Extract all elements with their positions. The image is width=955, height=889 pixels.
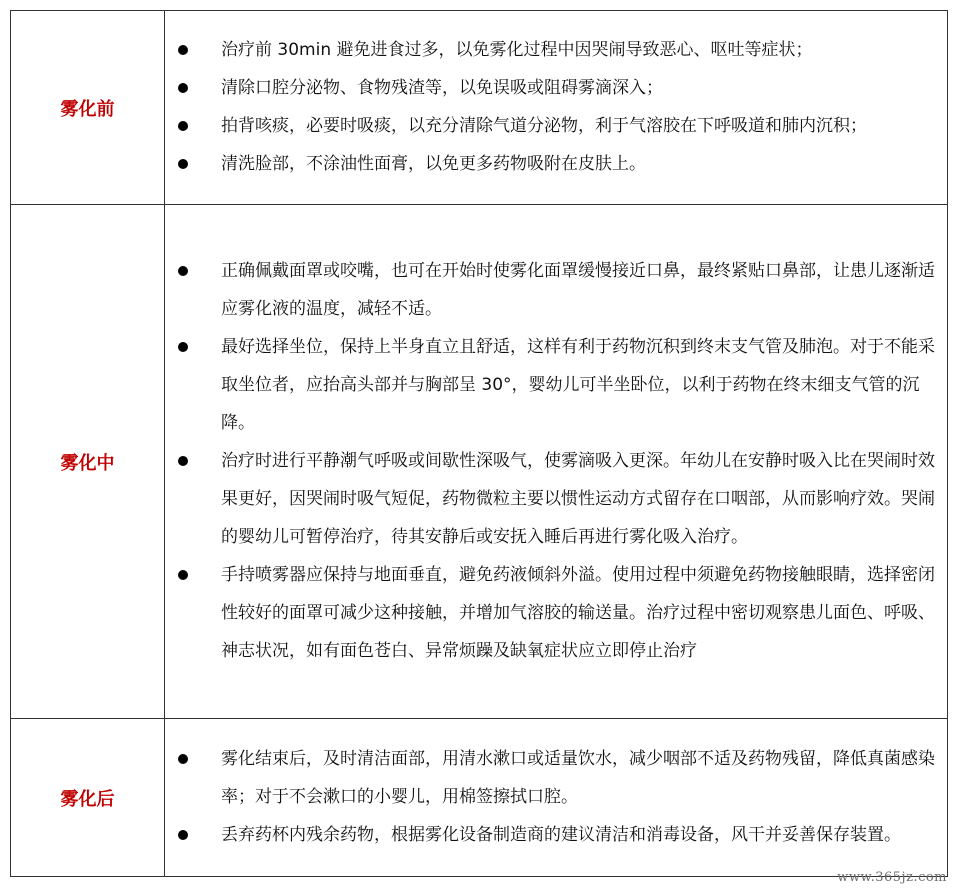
list-item: [165, 31, 937, 69]
stage-label: 雾化中: [60, 452, 115, 474]
stage-label: 雾化前: [60, 98, 115, 120]
nebulization-care-table: [10, 10, 948, 877]
bullet-icon: [178, 159, 188, 169]
content-cell: [165, 719, 948, 877]
bullet-list: [165, 252, 937, 670]
list-item-text: 治疗时进行平静潮气呼吸或间歇性深吸气，使雾滴吸入更深。年幼儿在安静时吸入比在哭闹时效果更好，因哭闹时吸气短促，药物微粒主要以惯性运动方式留存在口咽部，从而影响疗效。哭闹的婴幼儿可暂停治疗，待其安静后或安抚入睡后再进行雾化吸入治疗。: [221, 450, 935, 547]
bullet-icon: [178, 456, 188, 466]
list-item-text: 丢弃药杯内残余药物，根据雾化设备制造商的建议清洁和消毒设备，风干并妥善保存装置。: [221, 824, 901, 845]
stage-cell: [11, 11, 165, 205]
content-cell: [165, 205, 948, 719]
stage-label: 雾化后: [60, 788, 115, 810]
list-item-text: 雾化结束后，及时清洁面部，用清水漱口或适量饮水，减少咽部不适及药物残留，降低真菌感染率；对于不会漱口的小婴儿，用棉签擦拭口腔。: [221, 748, 935, 807]
list-item-text: 拍背咳痰，必要时吸痰，以充分清除气道分泌物，利于气溶胶在下呼吸道和肺内沉积；: [221, 115, 867, 136]
table-row-during: [11, 205, 948, 719]
list-item: [165, 252, 937, 328]
stage-cell: [11, 205, 165, 719]
list-item-text: 最好选择坐位，保持上半身直立且舒适，这样有利于药物沉积到终末支气管及肺泡。对于不能采取坐位者，应抬高头部并与胸部呈 30°，婴幼儿可半坐卧位，以利于药物在终末细支气管的沉降。: [221, 336, 935, 433]
list-item: [165, 69, 937, 107]
list-item: [165, 328, 937, 442]
bullet-list: [165, 740, 937, 854]
stage-cell: [11, 719, 165, 877]
list-item-text: 手持喷雾器应保持与地面垂直，避免药液倾斜外溢。使用过程中须避免药物接触眼睛，选择密闭性较好的面罩可减少这种接触，并增加气溶胶的输送量。治疗过程中密切观察患儿面色、呼吸、神志状况，如有面色苍白、异常烦躁及缺氧症状应立即停止治疗: [221, 564, 935, 661]
table-row-after: [11, 719, 948, 877]
bullet-icon: [178, 121, 188, 131]
bullet-icon: [178, 342, 188, 352]
list-item-text: 正确佩戴面罩或咬嘴，也可在开始时使雾化面罩缓慢接近口鼻，最终紧贴口鼻部，让患儿逐渐适应雾化液的温度，减轻不适。: [221, 260, 935, 319]
list-item-text: 清洗脸部，不涂油性面膏，以免更多药物吸附在皮肤上。: [221, 153, 646, 174]
list-item: [165, 145, 937, 183]
list-item-text: 治疗前 30min 避免进食过多，以免雾化过程中因哭闹导致恶心、呕吐等症状；: [221, 39, 813, 60]
list-item: [165, 740, 937, 816]
bullet-icon: [178, 83, 188, 93]
bullet-list: [165, 31, 937, 183]
bullet-icon: [178, 266, 188, 276]
bullet-icon: [178, 570, 188, 580]
bullet-icon: [178, 830, 188, 840]
watermark: www.365jz.com: [837, 870, 947, 885]
table-row-before: [11, 11, 948, 205]
list-item: [165, 556, 937, 670]
list-item: [165, 107, 937, 145]
content-cell: [165, 11, 948, 205]
bullet-icon: [178, 45, 188, 55]
list-item-text: 清除口腔分泌物、食物残渣等，以免误吸或阻碍雾滴深入；: [221, 77, 663, 98]
bullet-icon: [178, 754, 188, 764]
list-item: [165, 816, 937, 854]
list-item: [165, 442, 937, 556]
